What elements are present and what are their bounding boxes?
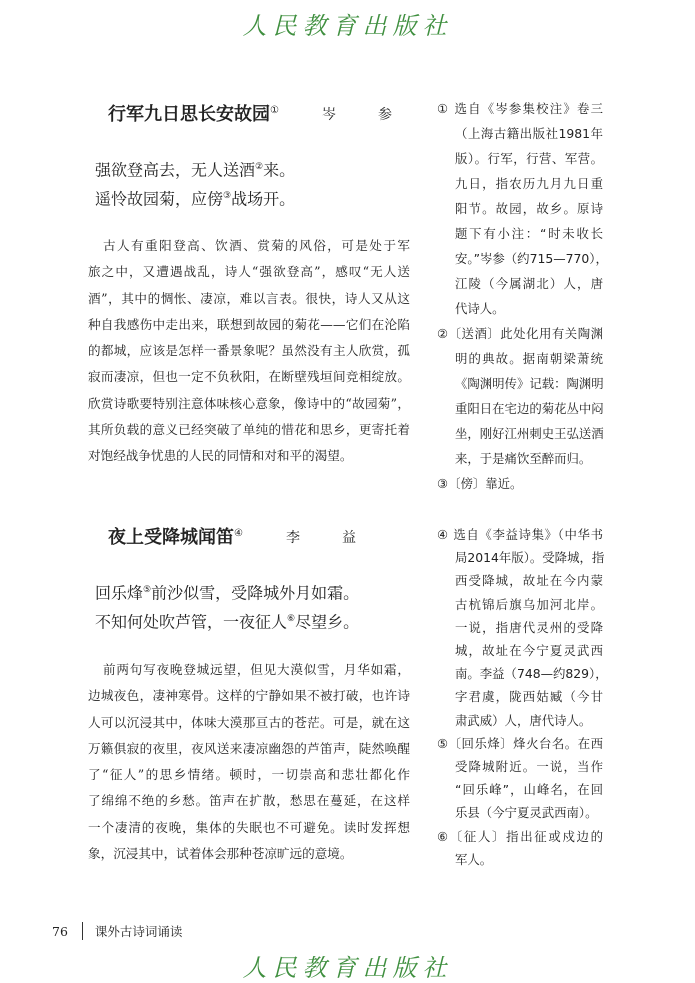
footnote-line: 局2014年版）。受降城，指 [455,550,605,566]
prose-line: 前两句写夜晚登城远望，但见大漠似雪，月华如霜， [103,662,410,677]
poem-text: 遥怜故园菊，应傍 [95,189,224,209]
footnote-line: 安。”岑参（约715—770）， [455,251,608,266]
footnote-line: 西受降城，故址在今内蒙 [455,573,603,589]
poem-author: 李 益 [286,530,370,546]
poem-title-text: 夜上受降城闻笛 [108,527,234,548]
footnote [437,825,603,871]
poem-title [108,100,279,126]
poem-line [95,605,359,634]
footnote-line: 明的典故。据南朝梁萧统 [455,351,603,366]
prose-line: 寂而凄凉，但也一定不负秋阳，在断壁残垣间竞相绽放。 [88,369,410,385]
footnote-line: ③〔傍〕靠近。 [437,476,523,491]
note-mark: ⑤ [143,585,152,595]
book-title: 课外古诗词诵读 [94,924,183,939]
footnote-line: 《陶渊明传》记载：陶渊明 [455,376,604,391]
footnote-line: 受降城附近。一说，当作 [455,759,603,775]
footnote-line: 城，故址在今宁夏灵武西 [455,643,603,659]
footnote [437,321,603,471]
prose-line: 其所负载的意义已经突破了单纯的惜花和思乡，更寄托着 [88,422,410,438]
footnote-line: ②〔送酒〕此处化用有关陶渊 [437,326,603,341]
footnote-line: 重阳日在宅边的菊花丛中闷 [455,401,604,416]
prose-line: 种自我感伤中走出来，联想到故园的菊花——它们在沦陷 [88,316,410,332]
poem-author: 岑 参 [322,107,406,123]
prose-line: 的都城，应该是怎样一番景象呢？虽然没有主人欣赏，孤 [88,343,410,359]
appreciation-text [88,657,410,867]
footnote-line: 坐，刚好江州刺史王弘送酒 [455,426,604,441]
note-mark: ③ [223,191,232,201]
prose-line: 边城夜色，凄神寒骨。这样的宁静如果不被打破，也许诗 [88,688,410,704]
footnote-line: ⑤〔回乐烽〕烽火台名。在西 [437,735,603,751]
footnote-line: “回乐峰”，山峰名，在回 [455,782,603,798]
footer-divider [82,922,83,940]
prose-line: 酒”，其中的惆怅、凄凉，难以言表。很快，诗人又从这 [88,290,410,306]
poem-line [95,576,359,605]
poem-text: 来。 [263,160,296,180]
footnote-line: ④ 选自《李益诗集》（中华书 [437,527,603,542]
appreciation-text [88,233,410,470]
poem-line [95,153,295,182]
poem-text: 尽望乡。 [295,612,360,632]
footnote-line: ⑥〔征人〕指出征或戍边的 [437,828,603,844]
prose-line: 欣赏诗歌要特别注意体味核心意象，像诗中的“故园菊”， [88,395,410,411]
page-number: 76 [52,923,68,939]
footnote-line: 乐县（今宁夏灵武西南）。 [455,805,598,821]
footnote-line: 肃武威）人，唐代诗人。 [455,712,592,728]
publisher-logo-bottom: 人民教育出版社 [242,954,453,982]
footnote-line: 题下有小注：“时未收长 [455,226,603,241]
note-mark: ② [255,162,264,172]
footnote-line: 江陵（今属湖北）人，唐 [455,276,603,291]
poem-text: 不知何处吹芦管，一夜征人 [95,612,288,632]
footnote [437,523,608,732]
poem-body [95,576,359,634]
publisher-logo-top: 人民教育出版社 [242,12,453,40]
footnote [437,96,608,321]
poem-text: 前沙似雪，受降城外月如霜。 [151,583,360,603]
poem-title-text: 行军九日思长安故园 [108,104,270,125]
poem-line [95,182,295,211]
footnote-line: 阳节。故园，故乡。原诗 [455,201,603,216]
poem-text: 强欲登高去，无人送酒 [95,160,256,180]
footnote-line: 字君虞，陇西姑臧（今甘 [455,689,603,705]
footnote-line: 代诗人。 [455,301,505,316]
prose-line: 一个凄清的夜晚，集体的失眠也不可避免。读时发挥想 [88,819,410,835]
footnote [437,471,603,496]
footnotes [437,523,608,871]
footnote [437,732,603,825]
footnote-line: 一说，指唐代灵州的受降 [455,619,603,635]
prose-line: 了“征人”的思乡情绪。顿时，一切崇高和悲壮都化作 [88,767,410,783]
footnote-line: 来，于是痛饮至醉而归。 [455,451,592,466]
poem-text: 战场开。 [231,189,296,209]
footnote-line: ① 选自《岑参集校注》卷三 [437,101,603,116]
prose-line: 旅之中，又遭遇战乱，诗人“强欲登高”，感叹“无人送 [88,264,410,280]
footnote-line: （上海古籍出版社1981年 [455,126,603,141]
prose-line: 人可以沉浸其中，体味大漠那亘古的苍茫。可是，就在这 [88,714,410,730]
prose-line: 象，沉浸其中，试着体会那种苍凉旷远的意境。 [88,846,353,862]
note-mark: ⑥ [287,614,296,624]
poem-body [95,153,295,211]
footnote-line: 军人。 [455,851,493,867]
prose-line: 了绵绵不绝的乡愁。笛声在扩散，愁思在蔓延，在这样 [88,793,410,809]
prose-line: 对饱经战争忧患的人民的同情和对和平的渴望。 [88,448,353,464]
prose-line: 万籁俱寂的夜里，夜风送来凄凉幽怨的芦笛声，陡然唤醒 [88,740,410,756]
poem-title [108,523,243,549]
note-mark: ④ [234,528,243,539]
footnote-line: 版）。行军，行营、军营。 [455,151,603,166]
footnote-line: 九日，指农历九月九日重 [455,176,603,191]
poem-text: 回乐烽 [95,583,144,603]
footnote-line: 南。李益（748—约829）， [455,666,608,682]
footnotes [437,96,608,496]
page-footer [52,922,182,940]
prose-line: 古人有重阳登高、饮酒、赏菊的风俗，可是处于军 [103,238,410,253]
note-mark: ① [270,105,279,116]
footnote-line: 古杭锦后旗乌加河北岸。 [455,596,603,612]
